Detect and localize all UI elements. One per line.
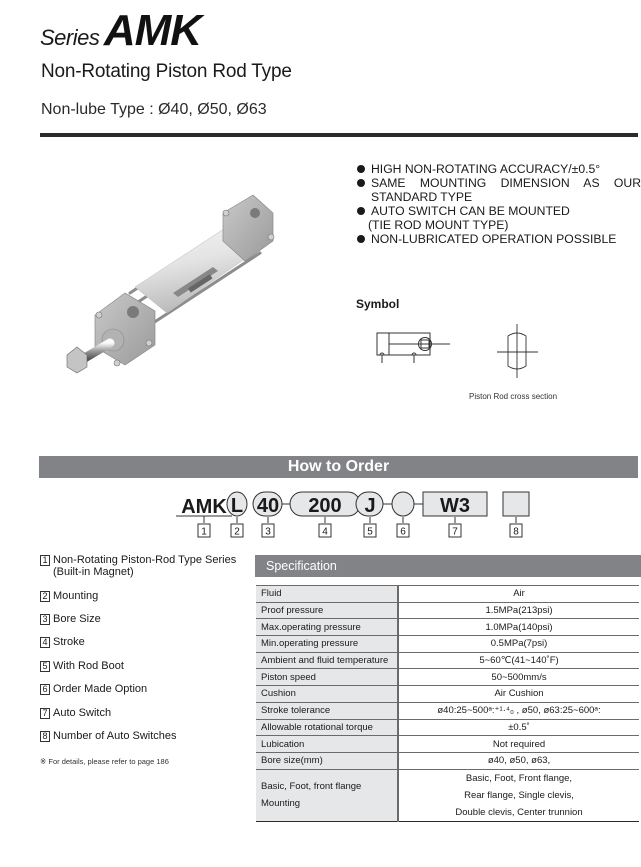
feature-item-continuation: STANDARD TYPE <box>371 190 473 204</box>
table-row <box>256 686 639 703</box>
legend-item: 7 Auto Switch <box>40 707 111 719</box>
series-code: AMK <box>103 6 202 55</box>
spec-value: ±0.5˚ <box>508 721 530 733</box>
table-row <box>256 719 639 736</box>
feature-list <box>357 162 641 246</box>
rear-port <box>250 208 260 218</box>
spec-value: 1.5MPa(213psi) <box>485 605 553 617</box>
spec-value: 0.5MPa(7psi) <box>490 638 548 650</box>
front-port <box>127 306 139 318</box>
legend-item: 3 Bore Size <box>40 613 101 625</box>
svg-text:W3: W3 <box>440 495 470 517</box>
piston-rod-cross-section-diagram <box>488 318 550 388</box>
code-series <box>181 496 227 518</box>
table-row <box>256 652 639 669</box>
table-row <box>256 769 639 821</box>
legend-item: 2 Mounting <box>40 590 98 602</box>
bullet-icon <box>357 235 365 243</box>
code-number: 5 <box>367 526 373 538</box>
table-row <box>256 586 639 603</box>
spec-key: Piston speed <box>256 669 398 686</box>
specification-header: Specification <box>255 555 641 577</box>
legend-item: 4 Stroke <box>40 636 85 648</box>
legend-number: 7 <box>40 708 50 719</box>
spec-value: Not required <box>492 738 546 750</box>
product-image <box>55 175 295 375</box>
spec-key: Proof pressure <box>256 602 398 619</box>
cross-section-caption: Piston Rod cross section <box>469 392 558 401</box>
svg-text:J: J <box>364 495 376 517</box>
legend-number: 3 <box>40 614 50 625</box>
specification-table <box>256 585 639 822</box>
spec-key: Basic, Foot, front flange Mounting <box>256 769 398 821</box>
code-number-boxes <box>198 524 522 537</box>
spec-key: Fluid <box>256 586 398 603</box>
spec-value: 50~500mm/s <box>491 671 547 683</box>
spec-key: Min.operating pressure <box>256 636 398 653</box>
spec-value: Basic, Foot, Front flange, Rear flange, Single clevis, Double clevis, Center trunnion <box>455 772 583 818</box>
bullet-icon <box>357 207 365 215</box>
code-number: 6 <box>400 526 406 538</box>
bullet-icon <box>357 179 365 187</box>
page-reference-note: ※ For details, please refer to page 186 <box>40 757 169 766</box>
legend-item-sub: (Built-in Magnet) <box>53 566 134 578</box>
spec-key: Stroke tolerance <box>256 702 398 719</box>
spec-key: Allowable rotational torque <box>256 719 398 736</box>
feature-item-continuation: (TIE ROD MOUNT TYPE) <box>368 218 509 232</box>
spec-value: Air <box>513 588 525 600</box>
svg-text:AMK: AMK <box>181 496 227 518</box>
table-row <box>256 636 639 653</box>
table-row <box>256 736 639 753</box>
code-mounting <box>227 492 247 517</box>
legend-number: 5 <box>40 661 50 672</box>
how-to-order-header: How to Order <box>39 456 638 478</box>
code-number: 7 <box>452 526 458 538</box>
feature-item: AUTO SWITCH CAN BE MOUNTED <box>357 204 641 218</box>
spec-key: Cushion <box>256 686 398 703</box>
series-word: Series <box>40 25 100 50</box>
series-title <box>40 6 201 56</box>
code-stroke <box>290 492 360 517</box>
code-auto-switch <box>423 492 487 517</box>
table-row <box>256 752 639 769</box>
code-number: 8 <box>513 526 519 538</box>
rod-end-nut <box>67 347 87 373</box>
cylinder-symbol-diagram <box>370 320 460 380</box>
legend-number: 4 <box>40 637 50 648</box>
table-row <box>256 602 639 619</box>
code-option <box>392 492 414 516</box>
table-row <box>256 619 639 636</box>
code-switch-count <box>503 492 529 516</box>
spec-key: Max.operating pressure <box>256 619 398 636</box>
feature-item: SAME MOUNTING DIMENSION AS OUR <box>357 176 641 190</box>
legend-item: 1 Non-Rotating Piston-Rod Type Series (Built-in Magnet) <box>40 554 236 578</box>
code-number: 3 <box>265 526 271 538</box>
spec-value: 1.0MPa(140psi) <box>485 621 553 633</box>
page-subtitle: Non-Rotating Piston Rod Type <box>41 61 292 82</box>
code-rod-boot <box>356 492 383 517</box>
feature-item: HIGH NON-ROTATING ACCURACY/±0.5° <box>357 162 641 176</box>
symbol-label: Symbol <box>356 297 400 311</box>
spec-key: Bore size(mm) <box>256 752 398 769</box>
code-number: 4 <box>322 526 328 538</box>
code-bore <box>253 492 282 517</box>
spec-value: ø40, ø50, ø63, <box>487 755 551 767</box>
spec-key: Ambient and fluid temperature <box>256 652 398 669</box>
table-row <box>256 702 639 719</box>
table-row <box>256 669 639 686</box>
feature-item: NON-LUBRICATED OPERATION POSSIBLE <box>357 232 641 246</box>
spec-key: Lubication <box>256 736 398 753</box>
spec-value: ø40:25~500ᵃ:⁺¹·⁴₀ , ø50, ø63:25~600ᵃ: <box>437 705 601 717</box>
legend-item: 6 Order Made Option <box>40 683 147 695</box>
front-end-cap <box>95 293 155 365</box>
legend-number: 2 <box>40 591 50 602</box>
nonlube-bore-sizes: Non-lube Type : Ø40, Ø50, Ø63 <box>41 101 267 118</box>
code-number: 2 <box>234 526 240 538</box>
svg-text:L: L <box>230 495 244 517</box>
order-code-diagram <box>170 488 530 544</box>
header-divider <box>40 133 638 137</box>
legend-item: 5 With Rod Boot <box>40 660 124 672</box>
legend-number: 8 <box>40 731 50 742</box>
legend-number: 1 <box>40 555 50 566</box>
spec-value: Air Cushion <box>494 688 544 700</box>
bullet-icon <box>357 165 365 173</box>
legend-number: 6 <box>40 684 50 695</box>
svg-text:40: 40 <box>256 495 280 517</box>
spec-value: 5~60℃(41~140˚F) <box>479 655 559 667</box>
code-number: 1 <box>201 526 207 538</box>
svg-text:200: 200 <box>308 495 342 517</box>
legend-item: 8 Number of Auto Switches <box>40 730 177 742</box>
